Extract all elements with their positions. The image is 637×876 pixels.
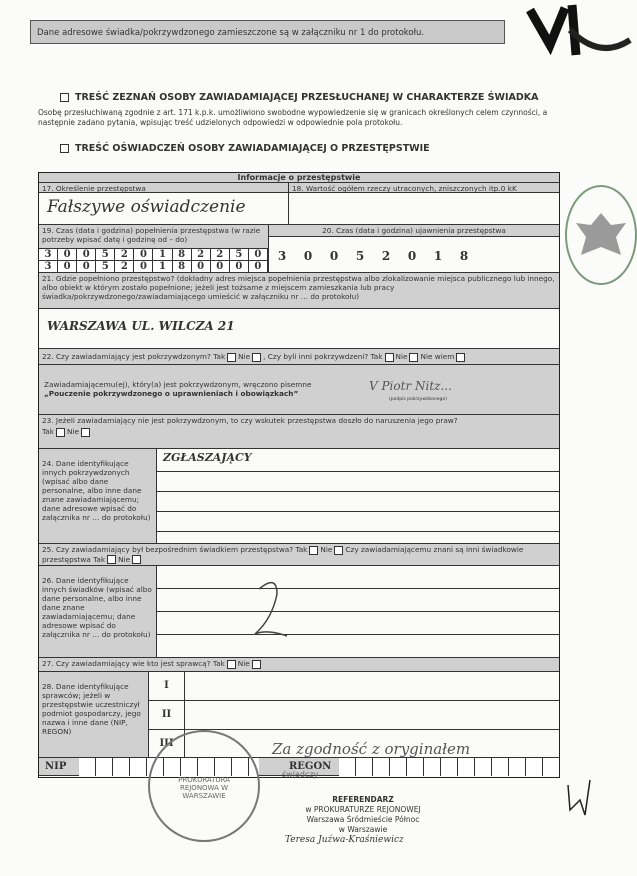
digit-box[interactable]: 2	[381, 249, 391, 263]
field-17-label: 17. Określenie przestępstwa	[39, 183, 289, 192]
digit-box[interactable]: 2	[115, 249, 134, 260]
eagle-emblem-icon	[571, 205, 631, 265]
margin-signature	[560, 775, 600, 825]
signature-victim: V Piotr Nitz...	[369, 379, 452, 393]
digit-box[interactable]: 5	[96, 249, 115, 260]
digit-box[interactable]: 5	[230, 249, 249, 260]
digit-box[interactable]: 3	[39, 249, 58, 260]
digit-box[interactable]: 0	[230, 261, 249, 272]
field-22: 22. Czy zawiadamiający jest pokrzywdzonym? Tak Nie , Czy byli inni pokrzywdzeni? Tak Nie Nie wiem	[39, 349, 559, 365]
digit-box[interactable]: 5	[96, 261, 115, 272]
f22-unknown-box[interactable]	[456, 353, 465, 362]
digit-box[interactable]: 0	[249, 249, 268, 260]
field-27: 27. Czy zawiadamiający wie kto jest sprawcą? Tak Nie	[39, 658, 559, 672]
heading-statements: TREŚĆ OŚWIADCZEŃ OSOBY ZAWIADAMIAJĄCEJ O PRZESTĘPSTWIE	[60, 143, 430, 154]
digit-box[interactable]: 0	[407, 249, 417, 263]
digit-box[interactable]: 0	[249, 261, 268, 272]
field-26-value[interactable]	[157, 566, 559, 657]
eagle-stamp	[565, 185, 637, 285]
digit-box[interactable]: 1	[153, 249, 172, 260]
referendarz-stamp: REFERENDARZ w PROKURATURZE REJONOWEJ Warszawa Śródmieście Północ w Warszawie	[305, 795, 421, 834]
f22-others-yes-box[interactable]	[385, 353, 394, 362]
field-24-value[interactable]: ZGŁASZAJĄCY	[157, 449, 559, 472]
regon-label: REGON	[289, 761, 332, 772]
f23-yes-box[interactable]	[56, 428, 65, 437]
digit-box[interactable]: 0	[77, 261, 96, 272]
certified-copy-sub: świadczy	[282, 770, 319, 779]
digit-box[interactable]: 8	[459, 249, 469, 263]
certified-copy-stamp: Za zgodność z oryginałem	[272, 740, 471, 758]
field-23-options: Tak Nie	[39, 426, 559, 438]
f25-yes-box[interactable]	[309, 546, 318, 555]
f23-no-box[interactable]	[81, 428, 90, 437]
f25-no-box[interactable]	[334, 546, 343, 555]
digit-box[interactable]: 5	[355, 249, 365, 263]
field-24-label: 24. Dane identyfikujące innych pokrzywdzonych (wpisać albo dane personalne, albo inne dane znane zawiadamiającemu; dane adresowe wpisać do załącznika nr … do protokołu)	[39, 449, 157, 543]
perpetrator-2-label: II	[149, 701, 184, 730]
crime-information-form	[38, 172, 560, 778]
digit-box[interactable]: 2	[192, 249, 211, 260]
digit-box[interactable]: 8	[173, 261, 192, 272]
digit-box[interactable]: 2	[211, 249, 230, 260]
digit-box[interactable]: 0	[77, 249, 96, 260]
digit-box[interactable]: 1	[433, 249, 443, 263]
digit-box[interactable]: 0	[303, 249, 313, 263]
digit-box[interactable]: 0	[329, 249, 339, 263]
f27-yes-box[interactable]	[227, 660, 236, 669]
checkbox-statements	[60, 144, 69, 153]
field-19-label: 19. Czas (data i godzina) popełnienia przestępstwa (w razie potrzeby wpisać datę i godzinę od – do)	[39, 225, 268, 249]
f22-no-box[interactable]	[252, 353, 261, 362]
field-21-value[interactable]: WARSZAWA UL. WILCZA 21	[39, 309, 559, 349]
digit-box[interactable]: 0	[134, 249, 153, 260]
form-title: Informacje o przestępstwie	[39, 173, 559, 183]
digit-box[interactable]: 0	[192, 261, 211, 272]
digit-box[interactable]: 0	[58, 261, 77, 272]
signatory-name: Teresa Juźwa-Kraśniewicz	[285, 835, 404, 845]
heading-testimony: TREŚĆ ZEZNAŃ OSOBY ZAWIADAMIAJĄCEJ PRZESŁUCHANEJ W CHARAKTERZE ŚWIADKA	[60, 92, 538, 103]
perpetrator-1-label: I	[149, 672, 184, 701]
perpetrator-3-label: III	[159, 738, 174, 749]
checkbox-testimony	[60, 93, 69, 102]
digit-box[interactable]: 0	[134, 261, 153, 272]
field-18-value[interactable]	[289, 193, 559, 224]
pouczenie-title: „Pouczenie pokrzywdzonego o uprawnieniach i obowiązkach”	[44, 389, 299, 398]
field-18-label: 18. Wartość ogółem rzeczy utraconych, zniszczonych itp.0 kK	[292, 184, 517, 193]
field-23-label: 23. Jeżeli zawiadamiający nie jest pokrzywdzonym, to czy wskutek przestępstwa doszło do naruszenia jego praw?	[42, 416, 458, 425]
f25-witness-yes-box[interactable]	[107, 555, 116, 564]
field-21-label: 21. Gdzie popełniono przestępstwo? (dokładny adres miejsca popełnienia przestępstwa albo zlokalizowanie miejsca publicznego lub innego, albo obiekt w którym zostało popełnione; jeżeli jest tożsame z miejscem zamieszkania lub pracy świadka/pokrzywdzonego/zawiadamiającego umieścić w załączniku nr … do protokołu)	[39, 273, 559, 309]
perpetrator-1-value[interactable]	[185, 672, 559, 701]
digit-box[interactable]: 3	[39, 261, 58, 272]
testimony-instruction: Osobę przesłuchiwaną zgodnie z art. 171 k.p.k. umożliwiono swobodne wypowiedzenie się w granicach określonych celem czynności, a następnie zadano pytania, wpisując treść udzielonych odpowiedzi w odpowiednie pola protokołu.	[38, 108, 548, 127]
handwritten-mark	[510, 0, 637, 90]
signature-caption: (podpis pokrzywdzonego)	[389, 397, 447, 402]
field-25: 25. Czy zawiadamiający był bezpośrednim świadkiem przestępstwa? Tak Nie Czy zawiadamiającemu znani są inni świadkowie przestępstwa Tak Nie	[39, 544, 559, 566]
f22-others-no-box[interactable]	[409, 353, 418, 362]
digit-box[interactable]: 0	[211, 261, 230, 272]
f22-yes-box[interactable]	[227, 353, 236, 362]
nip-label: NIP	[45, 761, 67, 772]
pouczenie-text: Zawiadamiającemu(ej), który(a) jest pokrzywdzonym, wręczono pisemne	[44, 380, 312, 389]
perpetrator-2-value[interactable]	[185, 701, 559, 730]
regon-boxes[interactable]	[339, 758, 559, 776]
digit-box[interactable]: 2	[115, 261, 134, 272]
digit-box[interactable]: 0	[58, 249, 77, 260]
f25-witness-no-box[interactable]	[132, 555, 141, 564]
digit-box[interactable]: 1	[153, 261, 172, 272]
crossed-out-mark	[247, 574, 297, 644]
digit-box[interactable]: 8	[173, 249, 192, 260]
field-20-label: 20. Czas (data i godzina) ujawnienia przestępstwa	[269, 225, 559, 237]
f27-no-box[interactable]	[252, 660, 261, 669]
round-office-stamp: PROKURATURA REJONOWA W WARSZAWIE	[148, 730, 260, 842]
field-17-value[interactable]: Fałszywe oświadczenie	[39, 193, 289, 224]
attachment-banner: Dane adresowe świadka/pokrzywdzonego zamieszczone są w załączniku nr 1 do protokołu.	[30, 20, 505, 44]
field-28-label: 28. Dane identyfikujące sprawców; jeżeli w przestępstwie uczestniczył podmiot gospodarczy, jego nazwa i inne dane (NIP, REGON)	[39, 672, 149, 757]
digit-box[interactable]: 3	[277, 249, 287, 263]
field-26-label: 26. Dane identyfikujące innych świadków (wpisać albo dane personalne, albo inne dane znane zawiadamiającemu; dane adresowe wpisać do załącznika nr … do protokołu)	[39, 566, 157, 657]
field-20-value[interactable]	[269, 247, 559, 265]
field-19-from[interactable]	[39, 249, 268, 261]
field-19-to[interactable]	[39, 261, 268, 272]
